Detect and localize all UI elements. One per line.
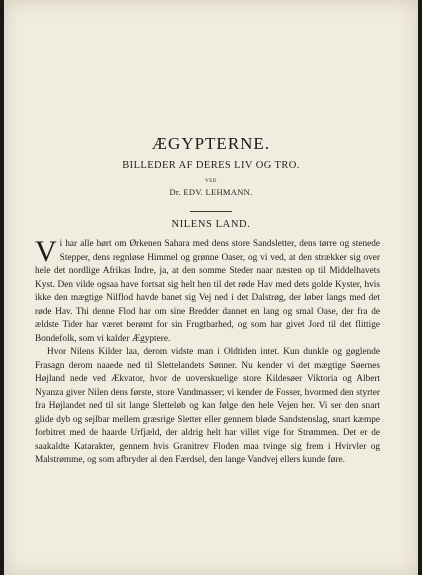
drop-cap: V xyxy=(35,235,57,268)
paragraph-2: Hvor Nilens Kilder laa, derom vidste man i Oldtiden intet. Kun dunkle og gøglende Frasagn derom naaede ned til Slettelandets Sønner. Nu kender vi det mægtige Søernes Højland nede ved Ækvator, hvor de uoverskuelige store Kildesøer Viktoria og Albert Nyanza giver Nilen dens første, store Vandmasser; vi kender de Fosser, hvormed den styrter fra Højlandet ned til sit lange Sletteløb og kan følge den hele Vejen her. Vi ser den snart glide dyb og sejlbar mellem græsrige Sletter eller gennem bløde Sandstenslag, snart kæmpe forbitret med de haarde Urfjæld, der aldrig helt har villet vige for Strømmen. Det er de saakaldte Katarakter, gennem hvis Granitrev Floden maa tvinge sig frem i Hvirvler og Malstrømme, og som afbryder al den Færdsel, den lange Vandvej ellers kunde føre. xyxy=(35,347,380,465)
chapter-title: ÆGYPTERNE. xyxy=(151,134,271,153)
paragraph-1 xyxy=(35,235,380,346)
author-name: Dr. EDV. LEHMANN. xyxy=(169,187,253,197)
chapter-subtitle: BILLEDER AF DERES LIV OG TRO. xyxy=(122,160,300,171)
title-divider xyxy=(190,211,232,212)
byline-preposition: VED xyxy=(205,179,217,184)
paragraph-1-text: i har alle hørt om Ørkenen Sahara med dens store Sandsletter, dens tørre og stenede Stepper, dens regnløse Himmel og grønne Oaser, og vi ved, at den strækker sig over hele det nordlige Afrikas Indre, ja, at den somme Steder naar næsten op til Middelhavets Kyst. Den vilde ogsaa have fortsat sig helt hen til det røde Hav med dets golde Kyster, hvis ikke den mægtige Nilflod havde banet sig Vej ned i det Dalstrøg, der løber langs med det røde Hav. Thi denne Flod har om sine Bredder dannet en lang og smal Oase, der fra de ældste Tider har været berømt for sin Frugtbarhed, og som har givet Jord til det flittige Bondefolk, som vi kalder Ægyptere. xyxy=(35,239,380,344)
body-text xyxy=(35,235,380,468)
section-heading: NILENS LAND. xyxy=(171,219,251,230)
book-page xyxy=(4,0,418,575)
